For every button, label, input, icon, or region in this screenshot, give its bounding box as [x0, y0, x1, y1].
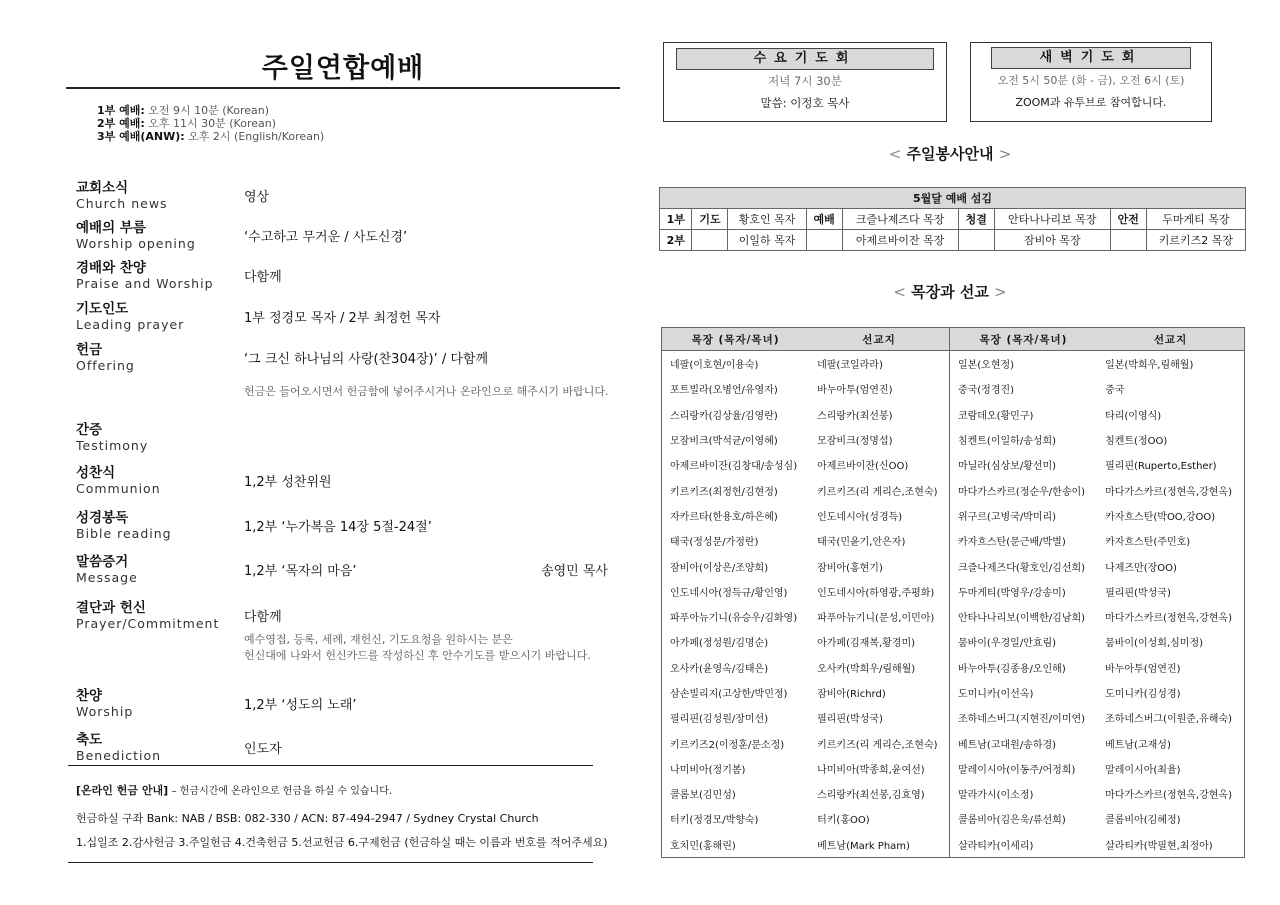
mission-cell: 모잠비크(박석균/이영혜)	[670, 436, 778, 448]
mission-cell: 뭄바이(이성회,심미정)	[1105, 638, 1203, 650]
time-row: 1부 예배: 오전 9시 10분 (Korean)	[97, 104, 269, 117]
time-row: 3부 예배(ANW): 오후 2시 (English/Korean)	[97, 130, 325, 143]
mission-row	[662, 376, 1244, 401]
mission-cell: 두마게티(박영우/강송미)	[949, 579, 1097, 604]
mission-row	[662, 579, 1244, 604]
mission-cell: 마다가스카르(정순우/한송이)	[949, 477, 1097, 502]
mission-cell: 아가페(정성원/김명순)	[670, 638, 769, 650]
mission-row	[662, 832, 1244, 857]
mission-cell: 조하네스버그(이원준,유해숙)	[1105, 714, 1232, 726]
mission-row	[662, 629, 1244, 654]
mission-cell: 베트남(고재성)	[1105, 739, 1171, 751]
dawn-note: ZOOM과 유투브로 참여합니다.	[1015, 96, 1167, 109]
mission-row	[662, 781, 1244, 806]
missions-header: 선교지	[809, 328, 949, 351]
mission-cell: 콜롬비아(김혜정)	[1105, 815, 1181, 827]
mission-cell: 필리핀(박성국)	[1105, 587, 1171, 599]
mission-cell: 키르키즈2(이정훈/문소정)	[670, 739, 785, 751]
mission-cell: 터키(홍OO)	[817, 815, 870, 827]
page-title: 주일연합예배	[261, 53, 425, 84]
mission-cell: 필리핀(Ruperto,Esther)	[1105, 461, 1217, 473]
mission-cell: 크즐나제즈다(황호인/김선희)	[949, 553, 1097, 578]
mission-cell: 키르키즈(최정헌/김현정)	[670, 486, 778, 498]
mission-cell: 필리핀(박성국)	[817, 714, 883, 726]
mission-cell: 네팔(코일라라)	[817, 360, 883, 372]
service-times	[97, 104, 324, 143]
mission-cell: 뭄바이(우경일/안효림)	[949, 629, 1097, 654]
mission-cell: 인도네시아(성경득)	[817, 511, 903, 523]
online-top-rule	[68, 765, 593, 766]
mission-cell: 태국(정성문/가정란)	[670, 537, 759, 549]
mission-cell: 바누아투(김종용/오인해)	[949, 655, 1097, 680]
mission-cell: 바누아투(엄연진)	[1105, 663, 1181, 675]
mission-cell: 태국(민윤기,안은자)	[817, 537, 906, 549]
mission-cell: 아제르바이잔(김창대/송성심)	[670, 461, 798, 473]
mission-cell: 네팔(이호현/이용숙)	[670, 360, 759, 372]
missions-header: 목장 (목자/목녀)	[949, 328, 1097, 351]
mission-cell: 잠비아(홍현기)	[817, 562, 883, 574]
title-divider	[66, 87, 620, 89]
mission-cell: 자카르타(한용호/하은혜)	[670, 511, 778, 523]
dawn-prayer-box	[970, 42, 1212, 122]
mission-cell: 모잠비크(정명섭)	[817, 436, 893, 448]
mission-cell: 타리(이영식)	[1105, 410, 1162, 422]
mission-cell: 오사카(윤영옥/김태은)	[670, 663, 769, 675]
service-section-title: < 주일봉사안내 >	[888, 145, 1012, 163]
offering-note: 헌금은 들어오시면서 헌금함에 넣어주시거나 온라인으로 해주시기 바랍니다.	[244, 385, 609, 398]
order-item: 찬양 Worship 1,2부 ‘성도의 노래’	[76, 688, 357, 719]
mission-cell: 파푸아뉴기니(유승우/김화영)	[670, 613, 798, 625]
mission-row	[662, 604, 1244, 629]
mission-cell: 삼손빌리지(고상한/박민정)	[670, 689, 788, 700]
order-item: 기도인도 Leading prayer 1부 정경모 목자 / 2부 최정헌 목자	[76, 301, 441, 332]
mission-cell: 조하네스버그(지현진/이미연)	[949, 705, 1097, 730]
order-item: 결단과 헌신 Prayer/Commitment 다함께	[76, 600, 282, 631]
order-item: 말씀증거 Message 1,2부 ‘목자의 마음’ 송영민 목사	[76, 554, 608, 585]
mission-row	[662, 503, 1244, 528]
online-offering-header: [온라인 헌금 안내] – 헌금시간에 온라인으로 헌금을 하실 수 있습니다.	[76, 784, 393, 797]
mission-cell: 나미비아(박종희,윤여선)	[817, 764, 925, 776]
mission-cell: 마다가스카르(정현옥,강현옥)	[1105, 790, 1232, 802]
mission-row	[662, 528, 1244, 553]
missions-header: 목장 (목자/목녀)	[662, 328, 809, 351]
mission-cell: 카자흐스탄(주민호)	[1105, 537, 1191, 549]
mission-cell: 호치민(홍해린)	[670, 840, 736, 852]
mission-cell: 아가페(김재복,황경미)	[817, 638, 916, 650]
wednesday-time: 저녁 7시 30분	[768, 74, 842, 88]
mission-cell: 콜롬보(김민성)	[670, 790, 736, 802]
mission-cell: 터키(정경모/박향숙)	[670, 815, 759, 827]
mission-cell: 침켄트(정OO)	[1105, 436, 1168, 448]
mission-cell: 잠비아(이상은/조양희)	[670, 562, 769, 574]
mission-cell: 살라티카(이세리)	[949, 832, 1097, 857]
mission-row	[662, 680, 1244, 705]
order-item: 예배의 부름 Worship opening ‘수고하고 무거운 / 사도신경’	[76, 220, 408, 251]
mission-cell: 오사카(박희우/림해월)	[817, 663, 916, 675]
service-table-title: 5월달 예배 섬김	[660, 188, 1246, 209]
service-row: 1부 기도 황호인 목자 예배 크즐나제즈다 목장 청결 안타나나리보 목장 안전 두마게티 목장	[660, 209, 1246, 230]
mission-cell: 침켄트(이일하/송성희)	[949, 427, 1097, 452]
wednesday-prayer-box	[663, 42, 947, 122]
mission-cell: 마다가스카르(정현옥,강현옥)	[1105, 613, 1232, 625]
mission-cell: 필리핀(김성원/장미선)	[670, 714, 769, 726]
mission-cell: 바누아투(엄연진)	[817, 385, 893, 397]
order-item: 헌금 Offering ‘그 크신 하나님의 사랑(찬304장)’ / 다함께	[76, 342, 489, 373]
mission-cell: 포트빌라(오병언/유영자)	[670, 385, 778, 397]
order-item: 간증 Testimony	[76, 422, 149, 453]
mission-row	[662, 806, 1244, 831]
commitment-note: 예수영접, 등록, 세례, 재헌신, 기도요청을 원하시는 분은 헌신대에 나와서 헌신카드를 작성하신 후 안수기도를 받으시기 바랍니다.	[244, 633, 591, 662]
mission-cell: 살라티카(박필현,최정아)	[1105, 840, 1213, 852]
mission-cell: 아제르바이잔(신OO)	[817, 461, 909, 473]
mission-cell: 일본(오현정)	[949, 351, 1097, 377]
mission-cell: 카자흐스탄(박OO,강OO)	[1105, 511, 1216, 523]
mission-row	[662, 730, 1244, 755]
order-item: 교회소식 Church news 영상	[76, 180, 270, 211]
mission-cell: 스리랑카(최선봉,김효영)	[817, 790, 925, 802]
dawn-prayer-title: 새벽기도회	[991, 47, 1191, 69]
offering-categories: 1.십일조 2.감사헌금 3.주일헌금 4.건축헌금 5.선교헌금 6.구제헌금 (헌금하실 때는 이름과 번호를 적어주세요)	[76, 836, 608, 849]
mission-cell: 인도네시아(하영광,주평화)	[817, 587, 935, 599]
mission-cell: 잠비아(Richrd)	[817, 689, 886, 700]
mission-cell: 마다가스카르(정현옥,강현옥)	[1105, 486, 1232, 498]
mission-cell: 인도네시아(정득규/황인영)	[670, 587, 788, 599]
mission-row	[662, 705, 1244, 730]
mission-cell: 도미니카(김성경)	[1105, 689, 1181, 700]
mission-cell: 안타나나리보(이백한/김남희)	[949, 604, 1097, 629]
mission-row	[662, 427, 1244, 452]
mission-row	[662, 655, 1244, 680]
mission-row	[662, 477, 1244, 502]
order-item: 경배와 찬양 Praise and Worship 다함께	[76, 260, 282, 291]
mission-cell: 키르키즈(리 게리슨,조현숙)	[817, 486, 938, 498]
mission-row	[662, 553, 1244, 578]
mission-cell: 스리랑카(최선봉)	[817, 410, 893, 422]
message-speaker: 송영민 목사	[541, 564, 608, 579]
mission-cell: 말라가시(이소정)	[949, 781, 1097, 806]
dawn-time: 오전 5시 50분 (화 - 금), 오전 6시 (토)	[997, 74, 1185, 87]
service-row: 2부 이일하 목자 아제르바이잔 목장 잠비아 목장 키르키즈2 목장	[660, 230, 1246, 251]
order-item: 성경봉독 Bible reading 1,2부 ‘누가복음 14장 5절-24절’	[76, 510, 432, 541]
mission-cell: 나제즈만(장OO)	[1105, 562, 1177, 574]
mission-cell: 중국	[1105, 385, 1125, 397]
time-row: 2부 예배: 오후 11시 30분 (Korean)	[97, 117, 276, 130]
mission-cell: 파푸아뉴기니(문성,이민아)	[817, 613, 935, 625]
missions-header: 선교지	[1097, 328, 1244, 351]
wednesday-prayer-title: 수요기도회	[676, 48, 934, 70]
mission-cell: 콜롬비아(김은욱/류선희)	[949, 806, 1097, 831]
order-item: 성찬식 Communion 1,2부 성찬위원	[76, 465, 332, 496]
mission-row	[662, 452, 1244, 477]
service-table	[659, 187, 1246, 251]
mission-cell: 키르키즈(리 게리슨,조현숙)	[817, 739, 938, 751]
mission-cell: 나미비아(정기봄)	[670, 764, 746, 776]
mission-row	[662, 756, 1244, 781]
missions-table	[661, 327, 1245, 858]
bank-account: 헌금하실 구좌 Bank: NAB / BSB: 082-330 / ACN: 87-494-2947 / Sydney Crystal Church	[76, 812, 539, 825]
mission-cell: 말레이시아(이동주/어정희)	[949, 756, 1097, 781]
mission-cell: 중국(정경진)	[949, 376, 1097, 401]
mission-cell: 도미니카(이선옥)	[949, 680, 1097, 705]
mission-cell: 말레이시아(최율)	[1105, 764, 1181, 776]
missions-section-title: < 목장과 선교 >	[893, 283, 1007, 301]
mission-cell: 스리랑카(김상율/김영란)	[670, 410, 778, 422]
mission-cell: 일본(박희우,림해월)	[1105, 360, 1194, 372]
order-item: 축도 Benediction 인도자	[76, 732, 282, 763]
mission-cell: 베트남(Mark Pham)	[817, 840, 910, 852]
mission-cell: 코람데오(황민구)	[949, 402, 1097, 427]
online-bottom-rule	[68, 862, 593, 863]
wednesday-speaker: 말씀: 이정호 목사	[760, 96, 850, 110]
mission-cell: 위구르(고병국/박미리)	[949, 503, 1097, 528]
mission-cell: 베트남(고대원/송하경)	[949, 730, 1097, 755]
mission-row	[662, 351, 1244, 377]
mission-cell: 카자흐스탄(문근배/박별)	[949, 528, 1097, 553]
mission-row	[662, 402, 1244, 427]
mission-cell: 마닐라(심상보/황선미)	[949, 452, 1097, 477]
